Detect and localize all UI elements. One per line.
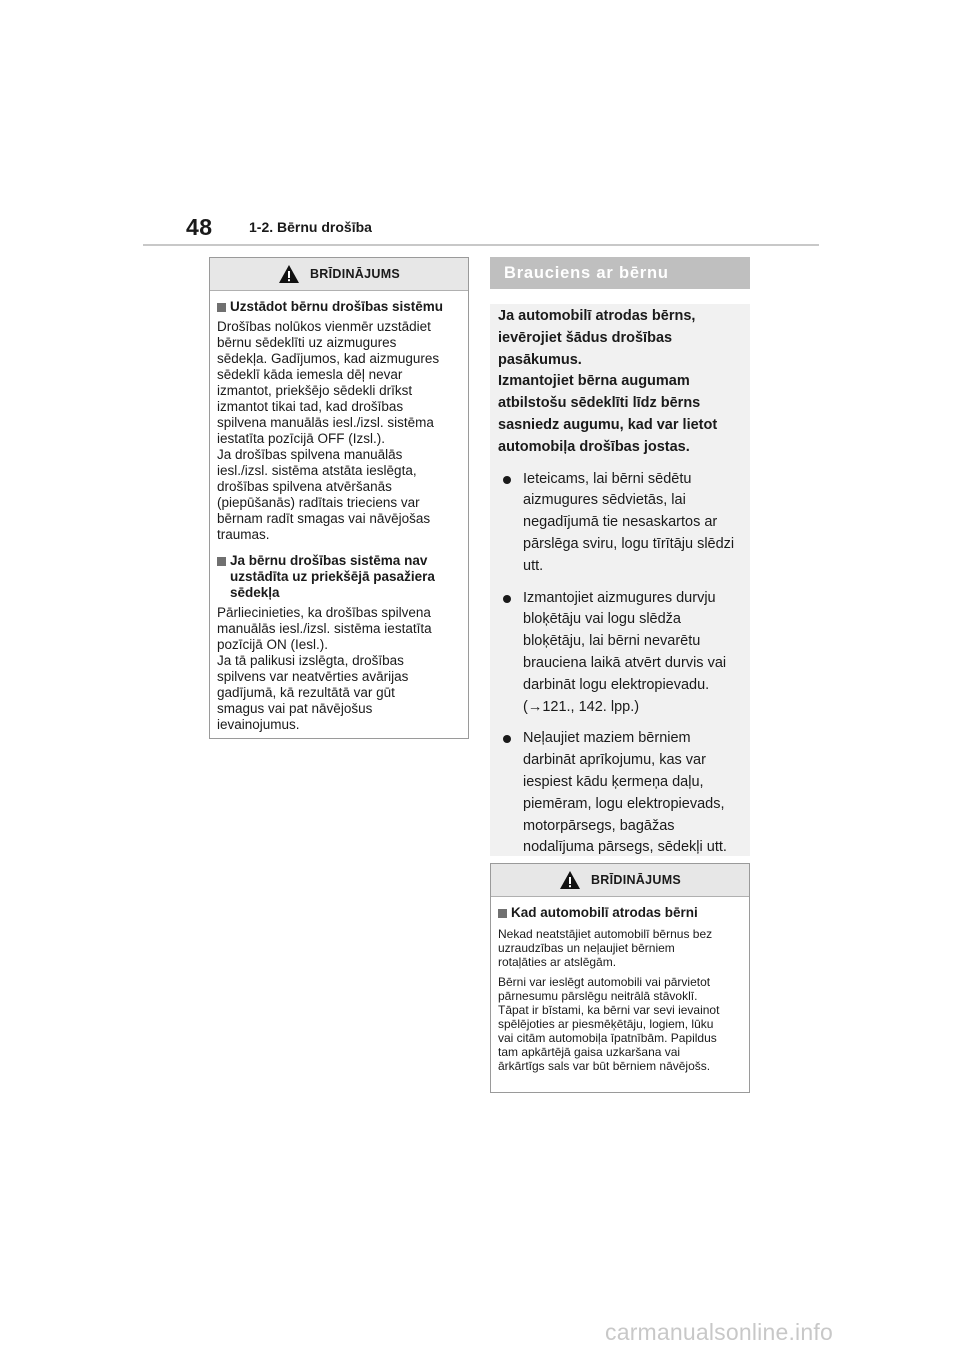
warning-box-child-seat xyxy=(209,257,469,739)
warning-heading-text: Kad automobilī atrodas bērni xyxy=(511,905,698,920)
warning-header xyxy=(210,258,468,291)
warning-heading xyxy=(217,553,461,601)
list-item xyxy=(498,728,742,859)
watermark: carmanualsonline.info xyxy=(605,1319,833,1345)
warning-title: BRĪDINĀJUMS xyxy=(309,267,401,281)
bullet-dot-icon xyxy=(503,735,511,743)
warning-triangle-icon xyxy=(278,264,300,284)
info-bullet-list xyxy=(498,469,742,860)
warning-heading-text: Uzstādot bērnu drošības sistēmu xyxy=(230,299,444,314)
info-intro xyxy=(498,304,742,459)
section-title: 1-2. Bērnu drošība xyxy=(249,219,372,235)
square-bullet-icon xyxy=(217,557,226,566)
warning-triangle-icon xyxy=(559,870,581,890)
warning-title: BRĪDINĀJUMS xyxy=(590,873,682,887)
warning-header xyxy=(491,864,749,897)
list-item-text: Ieteicams, lai bērni sēdētu aizmugures sēdvietās, lai negadījumā tie nesaskartos ar pārslēga sviru, logu tīrītāju slēdzi utt. xyxy=(523,470,735,574)
bullet-dot-icon xyxy=(503,595,511,603)
header-divider xyxy=(143,244,819,246)
info-panel-title: Brauciens ar bērnu xyxy=(490,257,750,289)
warning-box-children-in-car xyxy=(490,863,750,1093)
warning-paragraph: Pārliecinieties, ka drošības spilvena manuālās iesl./izsl. sistēma iestatīta pozīcijā ON (Iesl.). Ja tā palikusi izslēgta, drošības spilvens var neatvērties avārijas gadījumā, kā rezultātā var gūt smagus vai pat nāvējošus ievainojumus. xyxy=(217,605,432,732)
warning-paragraph: Bērni var ieslēgt automobili vai pārvietot pārnesumu pārslēgu neitrālā stāvoklī. Tāpat ir bīstami, ka bērni var sevi ievainot spēlējoties ar piesmēķētāju, logiem, lūku vai citām automobiļa īpatnībām. Papildus tam apkārtējā gaisa uzkaršana vai ārkārtīgs sals var būt bērniem nāvējošs. xyxy=(498,975,720,1073)
square-bullet-icon xyxy=(217,303,226,312)
warning-paragraph: Nekad neatstājiet automobilī bērnus bez uzraudzības un neļaujiet bērniem rotaļāties ar atslēgām. xyxy=(498,927,713,969)
info-panel xyxy=(490,304,750,856)
bullet-dot-icon xyxy=(503,476,511,484)
list-item xyxy=(498,469,742,578)
warning-heading xyxy=(217,299,461,315)
warning-heading xyxy=(498,905,742,921)
warning-paragraph: Drošības nolūkos vienmēr uzstādiet bērnu sēdeklīti uz aizmugures sēdekļa. Gadījumos, kad aizmugures sēdeklī kāda iemesla dēļ nevar izmantot, priekšējo sēdekli drīkst izmantot tikai tad, kad drošības spilvena manuālās iesl./izsl. sistēma iestatīta pozīcijā OFF (Izsl.). Ja drošības spilvena manuālās iesl./izsl. sistēma atstāta ieslēgta, drošības spilvena atvēršanās (piepūšanās) radītais trieciens var bērnam radīt smagas vai nāvējošas traumas. xyxy=(217,319,440,542)
page-number: 48 xyxy=(186,214,213,240)
list-item xyxy=(498,588,742,719)
list-item-text: Neļaujiet maziem bērniem darbināt aprīkojumu, kas var iespiest kādu ķermeņa daļu, piemēram, logu elektropievads, motorpārsegs, bagāžas nodalījuma pārsegs, sēdekļi utt. xyxy=(523,730,727,856)
square-bullet-icon xyxy=(498,909,507,918)
warning-heading-text: Ja bērnu drošības sistēma nav uzstādīta uz priekšējā pasažiera sēdekļa xyxy=(230,553,435,600)
info-intro-text: Ja automobilī atrodas bērns, ievērojiet šādus drošības pasākumus. Izmantojiet bērna augumam atbilstošu sēdeklīti līdz bērns sasniedz augumu, kad var lietot automobiļa drošības jostas. xyxy=(498,308,718,455)
list-item-text: Izmantojiet aizmugures durvju bloķētāju vai logu slēdža bloķētāju, lai bērni nevarētu brauciena laikā atvērt durvis vai darbināt logu elektropievadu. (→121., 142. lpp.) xyxy=(523,589,727,715)
